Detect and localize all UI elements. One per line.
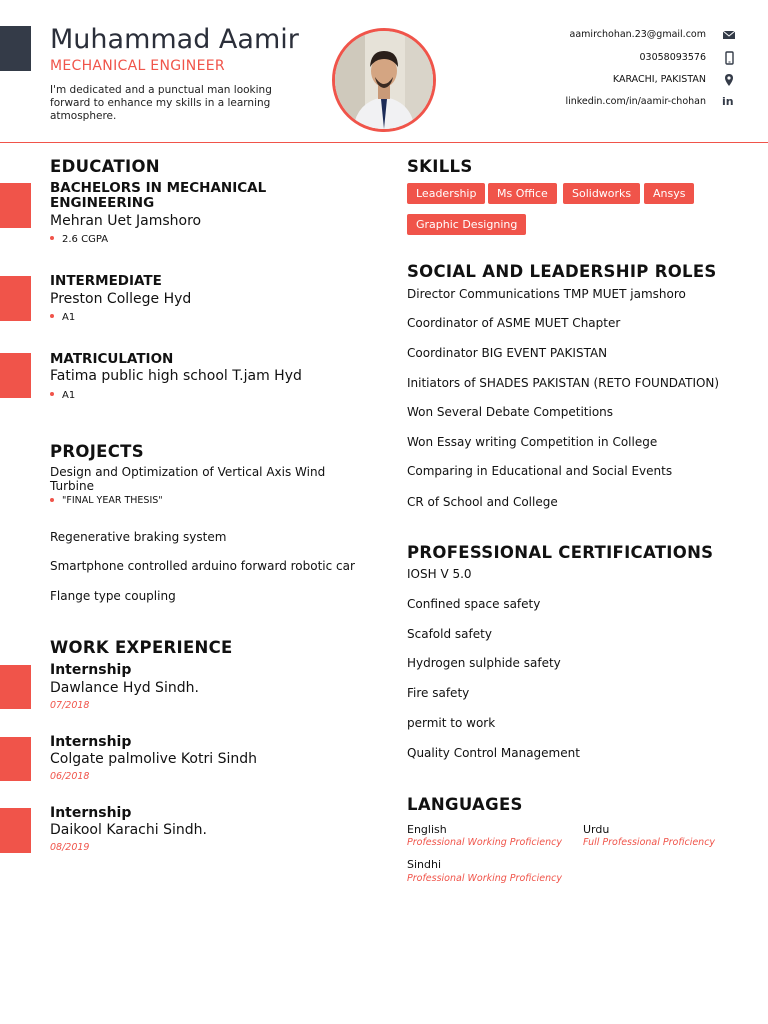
work-role: Internship	[50, 662, 132, 678]
language-name: Sindhi	[407, 858, 442, 871]
role-item: Comparing in Educational and Social Events	[407, 464, 673, 478]
work-date: 08/2019	[50, 842, 90, 853]
certification-item: Hydrogen sulphide safety	[407, 656, 561, 670]
certification-item: Confined space safety	[407, 597, 541, 611]
language-level: Professional Working Proficiency	[407, 837, 562, 848]
contact-email[interactable]: aamirchohan.23@gmail.com	[569, 29, 706, 40]
role-item: Director Communications TMP MUET jamshoro	[407, 287, 686, 301]
skill-tag: Leadership	[407, 183, 485, 204]
education-grade: 2.6 CGPA	[50, 234, 108, 245]
certification-item: IOSH V 5.0	[407, 567, 472, 581]
work-accent-bar	[0, 665, 31, 709]
work-accent-bar	[0, 808, 31, 853]
skill-tag: Ms Office	[488, 183, 557, 204]
language-name: Urdu	[583, 823, 610, 836]
language-name: English	[407, 823, 447, 836]
work-company: Dawlance Hyd Sindh.	[50, 680, 199, 696]
role-item: Won Essay writing Competition in College	[407, 435, 658, 449]
location-pin-icon	[722, 72, 736, 86]
education-institution: Fatima public high school T.jam Hyd	[50, 368, 302, 384]
education-accent-bar	[0, 183, 31, 228]
role-item: Initiators of SHADES PAKISTAN (RETO FOUNDATION)	[407, 376, 720, 390]
roles-heading: SOCIAL AND LEADERSHIP ROLES	[407, 262, 717, 281]
language-level: Full Professional Proficiency	[583, 837, 716, 848]
education-institution: Preston College Hyd	[50, 291, 192, 307]
education-institution: Mehran Uet Jamshoro	[50, 213, 202, 229]
certification-item: Quality Control Management	[407, 746, 580, 760]
work-role: Internship	[50, 734, 132, 750]
work-date: 06/2018	[50, 771, 90, 782]
skill-tag: Graphic Designing	[407, 214, 526, 235]
education-accent-bar	[0, 353, 31, 398]
education-grade: A1	[50, 312, 75, 323]
skill-tag: Solidworks	[563, 183, 640, 204]
project-main-title: Design and Optimization of Vertical Axis Wind Turbine	[50, 465, 326, 493]
project-item: Regenerative braking system	[50, 530, 227, 544]
skills-heading: SKILLS	[407, 157, 473, 176]
work-company: Colgate palmolive Kotri Sindh	[50, 751, 257, 767]
work-date: 07/2018	[50, 700, 90, 711]
languages-heading: LANGUAGES	[407, 795, 523, 814]
certifications-heading: PROFESSIONAL CERTIFICATIONS	[407, 543, 714, 562]
profile-photo	[332, 28, 436, 132]
skill-tag: Ansys	[644, 183, 694, 204]
language-level: Professional Working Proficiency	[407, 873, 562, 884]
certification-item: permit to work	[407, 716, 496, 730]
role-item: Coordinator BIG EVENT PAKISTAN	[407, 346, 608, 360]
certification-item: Scafold safety	[407, 627, 492, 641]
work-company: Daikool Karachi Sindh.	[50, 822, 207, 838]
contact-phone[interactable]: 03058093576	[639, 52, 706, 63]
candidate-name: Muhammad Aamir	[50, 24, 299, 55]
role-item: Won Several Debate Competitions	[407, 405, 614, 419]
work-role: Internship	[50, 805, 132, 821]
role-item: CR of School and College	[407, 495, 558, 509]
job-title: MECHANICAL ENGINEER	[50, 58, 225, 74]
role-item: Coordinator of ASME MUET Chapter	[407, 316, 621, 330]
project-main-note: "FINAL YEAR THESIS"	[50, 495, 163, 506]
header-accent-block	[0, 26, 31, 71]
projects-heading: PROJECTS	[50, 442, 144, 461]
project-item: Flange type coupling	[50, 589, 176, 603]
certification-item: Fire safety	[407, 686, 470, 700]
education-title: INTERMEDIATE	[50, 273, 162, 289]
linkedin-icon: in	[722, 95, 734, 108]
education-heading: EDUCATION	[50, 157, 160, 176]
mobile-phone-icon	[722, 50, 736, 64]
envelope-icon	[722, 27, 736, 41]
education-accent-bar	[0, 276, 31, 321]
education-grade: A1	[50, 390, 75, 401]
profile-photo-illustration	[335, 31, 433, 129]
education-title: MATRICULATION	[50, 351, 174, 367]
contact-location: KARACHI, PAKISTAN	[612, 74, 706, 85]
work-heading: WORK EXPERIENCE	[50, 638, 233, 657]
summary-text: I'm dedicated and a punctual man looking forward to enhance my skills in a learning atmosphere.	[50, 84, 272, 122]
work-accent-bar	[0, 737, 31, 781]
education-title: BACHELORS IN MECHANICAL ENGINEERING	[50, 180, 267, 211]
header-divider	[0, 142, 768, 143]
contact-linkedin[interactable]: linkedin.com/in/aamir-chohan	[565, 96, 706, 107]
project-item: Smartphone controlled arduino forward robotic car	[50, 559, 355, 573]
